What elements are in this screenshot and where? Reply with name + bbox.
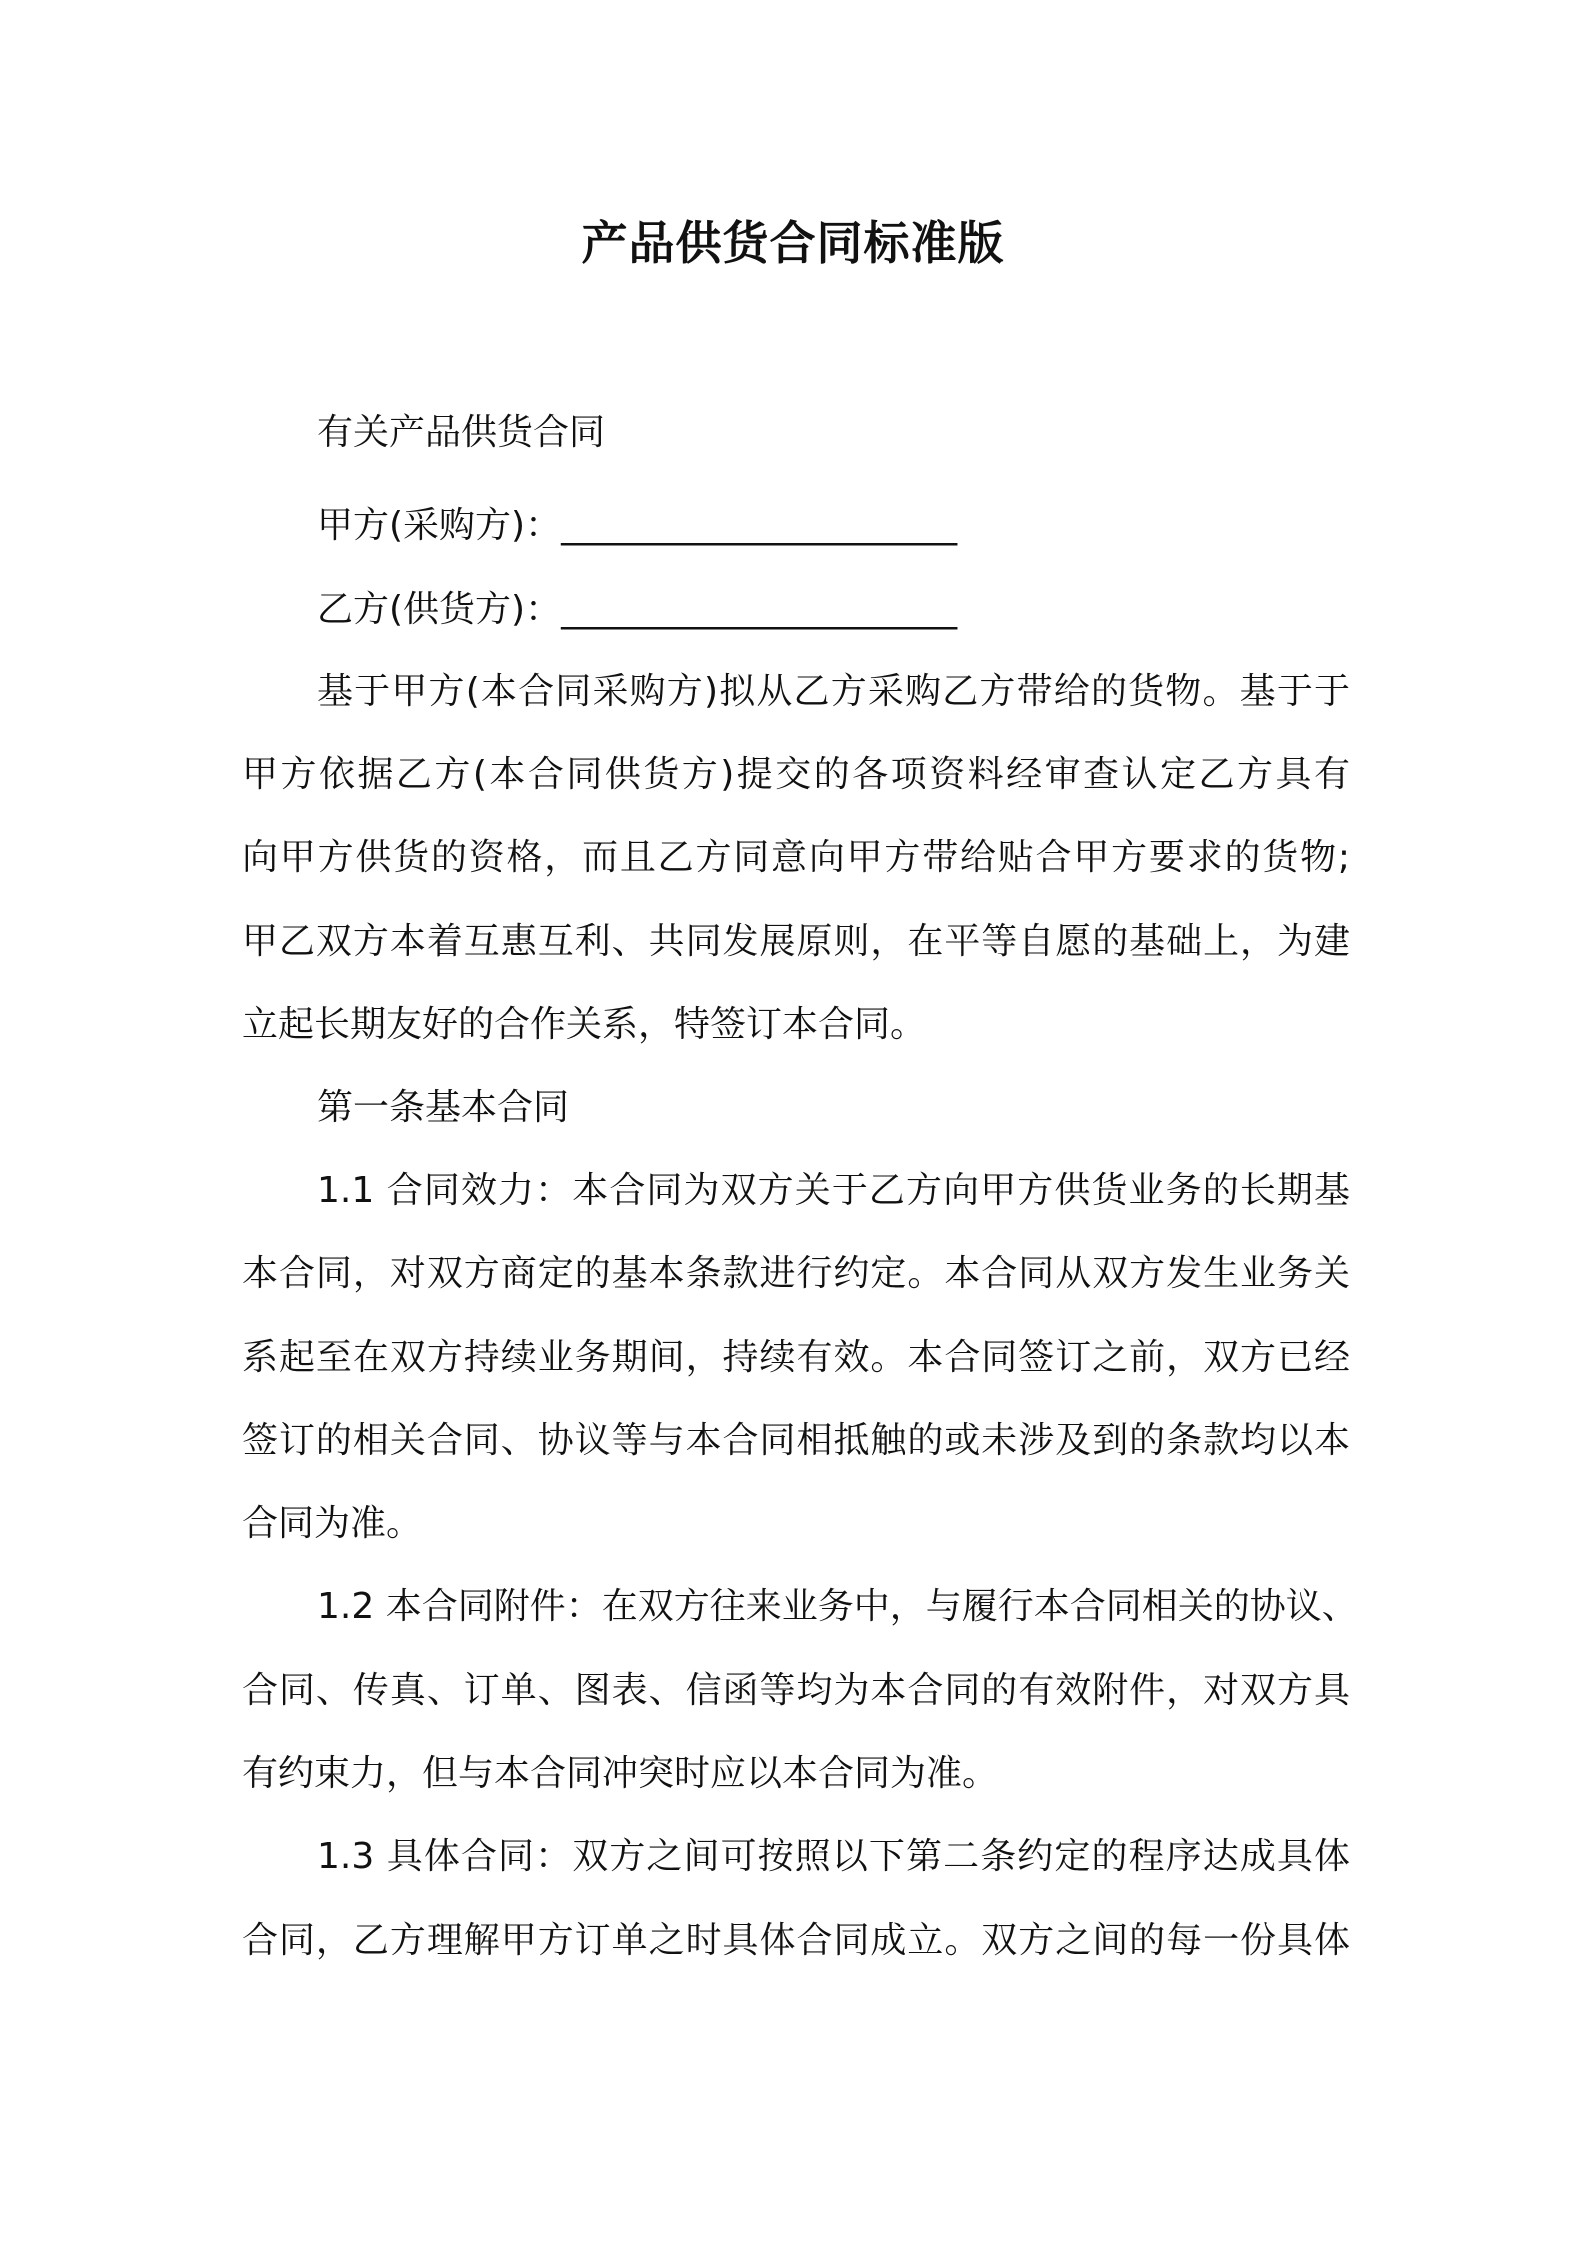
paragraph-line: 1.2 本合同附件：在双方往来业务中，与履行本合同相关的协议、	[317, 1586, 1358, 1627]
paragraph-line: 1.3 具体合同：双方之间可按照以下第二条约定的程序达成具体	[317, 1836, 1350, 1877]
paragraph-line: 本合同，对双方商定的基本条款进行约定。本合同从双方发生业务关	[242, 1253, 1350, 1294]
paragraph-line: 立起长期友好的合作关系，特签订本合同。	[242, 1004, 927, 1045]
paragraph-line: 系起至在双方持续业务期间，持续有效。本合同签订之前，双方已经	[242, 1337, 1350, 1378]
article-1-heading: 第一条基本合同	[317, 1087, 570, 1128]
paragraph-line: 1.1 合同效力：本合同为双方关于乙方向甲方供货业务的长期基	[317, 1170, 1350, 1211]
paragraph-line: 签订的相关合同、协议等与本合同相抵触的或未涉及到的条款均以本	[242, 1420, 1350, 1461]
paragraph-line: 合同，乙方理解甲方订单之时具体合同成立。双方之间的每一份具体	[242, 1920, 1350, 1961]
party-a-line: 甲方(采购方)：______________________	[317, 505, 958, 546]
document-title: 产品供货合同标准版	[581, 216, 1005, 270]
paragraph-line: 合同为准。	[242, 1503, 423, 1544]
paragraph-line: 基于甲方(本合同采购方)拟从乙方采购乙方带给的货物。基于于	[317, 671, 1350, 712]
paragraph-line: 甲乙双方本着互惠互利、共同发展原则，在平等自愿的基础上，为建	[242, 921, 1350, 962]
paragraph-line: 合同、传真、订单、图表、信函等均为本合同的有效附件，对双方具	[242, 1670, 1350, 1711]
paragraph-line: 甲方依据乙方(本合同供货方)提交的各项资料经审查认定乙方具有	[242, 754, 1350, 795]
paragraph-line: 向甲方供货的资格，而且乙方同意向甲方带给贴合甲方要求的货物;	[242, 837, 1350, 878]
paragraph-line: 有约束力，但与本合同冲突时应以本合同为准。	[242, 1753, 999, 1794]
subtitle: 有关产品供货合同	[317, 412, 606, 453]
party-b-line: 乙方(供货方)：______________________	[317, 589, 958, 630]
